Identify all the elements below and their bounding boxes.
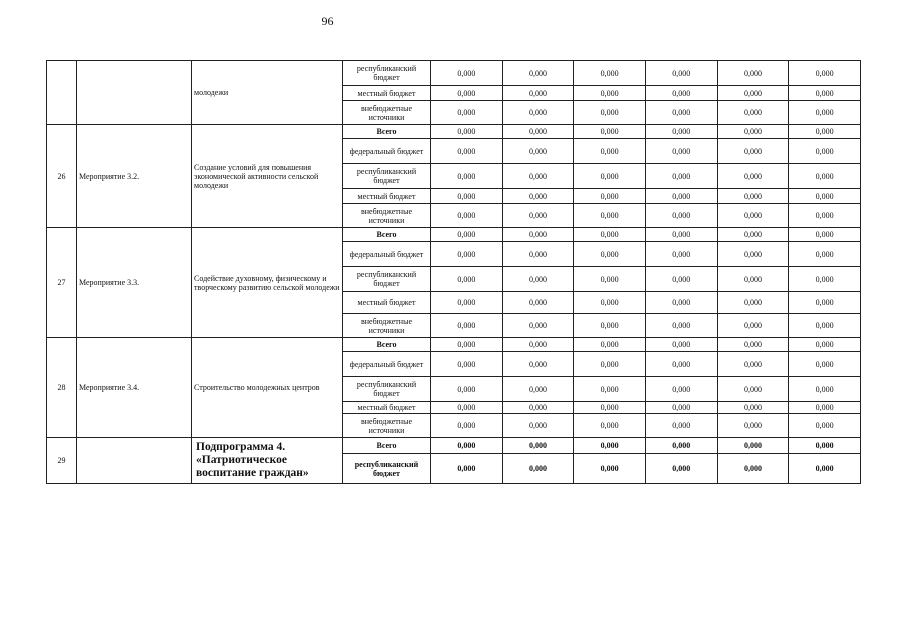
value-cell: 0,000 <box>789 204 861 228</box>
value-cell: 0,000 <box>645 314 717 338</box>
value-cell: 0,000 <box>502 377 574 402</box>
value-cell: 0,000 <box>431 164 503 189</box>
value-cell: 0,000 <box>717 402 789 414</box>
value-cell: 0,000 <box>645 204 717 228</box>
value-cell: 0,000 <box>717 125 789 139</box>
value-cell: 0,000 <box>431 228 503 242</box>
value-cell: 0,000 <box>431 377 503 402</box>
table-row <box>47 125 861 139</box>
value-cell: 0,000 <box>431 267 503 292</box>
funding-source-cell: республиканский бюджет <box>343 377 431 402</box>
value-cell: 0,000 <box>502 242 574 267</box>
value-cell: 0,000 <box>574 189 646 204</box>
value-cell: 0,000 <box>502 267 574 292</box>
value-cell: 0,000 <box>717 204 789 228</box>
value-cell: 0,000 <box>502 101 574 125</box>
row-number-cell: 28 <box>47 338 77 438</box>
value-cell: 0,000 <box>717 414 789 438</box>
value-cell: 0,000 <box>789 164 861 189</box>
value-cell: 0,000 <box>645 414 717 438</box>
funding-source-cell: Всего <box>343 125 431 139</box>
subprogram-name-cell: Подпрограмма 4. «Патриотическое воспитание граждан» <box>192 438 343 484</box>
value-cell: 0,000 <box>789 139 861 164</box>
value-cell: 0,000 <box>502 414 574 438</box>
value-cell: 0,000 <box>789 101 861 125</box>
value-cell: 0,000 <box>789 338 861 352</box>
value-cell: 0,000 <box>717 189 789 204</box>
event-cell: Мероприятие 3.4. <box>77 338 192 438</box>
value-cell: 0,000 <box>431 314 503 338</box>
value-cell: 0,000 <box>717 101 789 125</box>
value-cell: 0,000 <box>502 352 574 377</box>
value-cell: 0,000 <box>431 242 503 267</box>
value-cell: 0,000 <box>717 61 789 86</box>
value-cell: 0,000 <box>431 139 503 164</box>
value-cell: 0,000 <box>574 86 646 101</box>
value-cell: 0,000 <box>502 125 574 139</box>
value-cell: 0,000 <box>502 314 574 338</box>
value-cell: 0,000 <box>431 402 503 414</box>
value-cell: 0,000 <box>789 314 861 338</box>
value-cell: 0,000 <box>789 352 861 377</box>
funding-source-cell: Всего <box>343 438 431 454</box>
value-cell: 0,000 <box>502 228 574 242</box>
value-cell: 0,000 <box>431 101 503 125</box>
funding-source-cell: внебюджетные источники <box>343 204 431 228</box>
activity-name-cell: Создание условий для повышения экономической активности сельской молодежи <box>192 125 343 228</box>
value-cell: 0,000 <box>431 189 503 204</box>
activity-name-cell: Строительство молодежных центров <box>192 338 343 438</box>
value-cell: 0,000 <box>574 414 646 438</box>
value-cell: 0,000 <box>717 164 789 189</box>
value-cell: 0,000 <box>574 164 646 189</box>
value-cell: 0,000 <box>717 139 789 164</box>
value-cell: 0,000 <box>502 164 574 189</box>
funding-source-cell: местный бюджет <box>343 86 431 101</box>
value-cell: 0,000 <box>645 338 717 352</box>
value-cell: 0,000 <box>431 454 503 484</box>
value-cell: 0,000 <box>645 101 717 125</box>
funding-source-cell: федеральный бюджет <box>343 242 431 267</box>
value-cell: 0,000 <box>502 189 574 204</box>
funding-source-cell: внебюджетные источники <box>343 101 431 125</box>
funding-source-cell: федеральный бюджет <box>343 139 431 164</box>
value-cell: 0,000 <box>502 139 574 164</box>
value-cell: 0,000 <box>717 454 789 484</box>
activity-name-cell: молодежи <box>192 61 343 125</box>
value-cell: 0,000 <box>717 242 789 267</box>
value-cell: 0,000 <box>645 438 717 454</box>
value-cell: 0,000 <box>645 352 717 377</box>
value-cell: 0,000 <box>502 402 574 414</box>
value-cell: 0,000 <box>502 438 574 454</box>
value-cell: 0,000 <box>574 125 646 139</box>
value-cell: 0,000 <box>717 86 789 101</box>
value-cell: 0,000 <box>717 314 789 338</box>
value-cell: 0,000 <box>431 204 503 228</box>
funding-source-cell: республиканский бюджет <box>343 267 431 292</box>
activity-name-cell: Содействие духовному, физическому и творческому развитию сельской молодежи <box>192 228 343 338</box>
value-cell: 0,000 <box>645 86 717 101</box>
value-cell: 0,000 <box>574 338 646 352</box>
value-cell: 0,000 <box>431 292 503 314</box>
value-cell: 0,000 <box>789 86 861 101</box>
value-cell: 0,000 <box>789 454 861 484</box>
value-cell: 0,000 <box>789 61 861 86</box>
page-number: 96 <box>321 14 334 28</box>
value-cell: 0,000 <box>645 164 717 189</box>
value-cell: 0,000 <box>574 438 646 454</box>
value-cell: 0,000 <box>717 292 789 314</box>
table-row <box>47 338 861 352</box>
value-cell: 0,000 <box>789 267 861 292</box>
value-cell: 0,000 <box>574 242 646 267</box>
table-row <box>47 228 861 242</box>
value-cell: 0,000 <box>574 377 646 402</box>
value-cell: 0,000 <box>789 292 861 314</box>
value-cell: 0,000 <box>574 454 646 484</box>
value-cell: 0,000 <box>717 338 789 352</box>
value-cell: 0,000 <box>574 101 646 125</box>
value-cell: 0,000 <box>502 454 574 484</box>
value-cell: 0,000 <box>574 292 646 314</box>
funding-source-cell: республиканский бюджет <box>343 164 431 189</box>
value-cell: 0,000 <box>502 338 574 352</box>
value-cell: 0,000 <box>789 125 861 139</box>
value-cell: 0,000 <box>431 125 503 139</box>
value-cell: 0,000 <box>431 86 503 101</box>
event-cell <box>77 61 192 125</box>
value-cell: 0,000 <box>645 377 717 402</box>
funding-source-cell: местный бюджет <box>343 292 431 314</box>
value-cell: 0,000 <box>502 204 574 228</box>
row-number-cell <box>47 61 77 125</box>
value-cell: 0,000 <box>431 338 503 352</box>
value-cell: 0,000 <box>431 438 503 454</box>
value-cell: 0,000 <box>645 454 717 484</box>
value-cell: 0,000 <box>574 402 646 414</box>
value-cell: 0,000 <box>574 314 646 338</box>
value-cell: 0,000 <box>717 228 789 242</box>
value-cell: 0,000 <box>574 267 646 292</box>
funding-source-cell: местный бюджет <box>343 402 431 414</box>
value-cell: 0,000 <box>645 402 717 414</box>
event-cell: Мероприятие 3.2. <box>77 125 192 228</box>
value-cell: 0,000 <box>502 292 574 314</box>
value-cell: 0,000 <box>574 228 646 242</box>
event-cell: Мероприятие 3.3. <box>77 228 192 338</box>
value-cell: 0,000 <box>645 189 717 204</box>
funding-source-cell: республиканский бюджет <box>343 61 431 86</box>
funding-source-cell: Всего <box>343 338 431 352</box>
row-number-cell: 27 <box>47 228 77 338</box>
value-cell: 0,000 <box>574 204 646 228</box>
table-row <box>47 438 861 454</box>
value-cell: 0,000 <box>645 242 717 267</box>
funding-source-cell: Всего <box>343 228 431 242</box>
value-cell: 0,000 <box>645 267 717 292</box>
value-cell: 0,000 <box>574 61 646 86</box>
value-cell: 0,000 <box>645 61 717 86</box>
value-cell: 0,000 <box>789 228 861 242</box>
row-number-cell: 29 <box>47 438 77 484</box>
value-cell: 0,000 <box>645 125 717 139</box>
value-cell: 0,000 <box>789 242 861 267</box>
funding-source-cell: республиканский бюджет <box>343 454 431 484</box>
value-cell: 0,000 <box>431 352 503 377</box>
funding-source-cell: внебюджетные источники <box>343 314 431 338</box>
value-cell: 0,000 <box>574 352 646 377</box>
value-cell: 0,000 <box>645 139 717 164</box>
value-cell: 0,000 <box>717 438 789 454</box>
table-row <box>47 61 861 86</box>
value-cell: 0,000 <box>717 267 789 292</box>
funding-source-cell: внебюджетные источники <box>343 414 431 438</box>
value-cell: 0,000 <box>789 438 861 454</box>
value-cell: 0,000 <box>717 352 789 377</box>
value-cell: 0,000 <box>645 228 717 242</box>
row-number-cell: 26 <box>47 125 77 228</box>
value-cell: 0,000 <box>431 414 503 438</box>
value-cell: 0,000 <box>789 189 861 204</box>
budget-table <box>46 60 861 484</box>
funding-source-cell: местный бюджет <box>343 189 431 204</box>
value-cell: 0,000 <box>502 61 574 86</box>
value-cell: 0,000 <box>645 292 717 314</box>
value-cell: 0,000 <box>789 402 861 414</box>
funding-source-cell: федеральный бюджет <box>343 352 431 377</box>
value-cell: 0,000 <box>431 61 503 86</box>
value-cell: 0,000 <box>502 86 574 101</box>
value-cell: 0,000 <box>717 377 789 402</box>
value-cell: 0,000 <box>789 377 861 402</box>
value-cell: 0,000 <box>574 139 646 164</box>
event-cell <box>77 438 192 484</box>
value-cell: 0,000 <box>789 414 861 438</box>
